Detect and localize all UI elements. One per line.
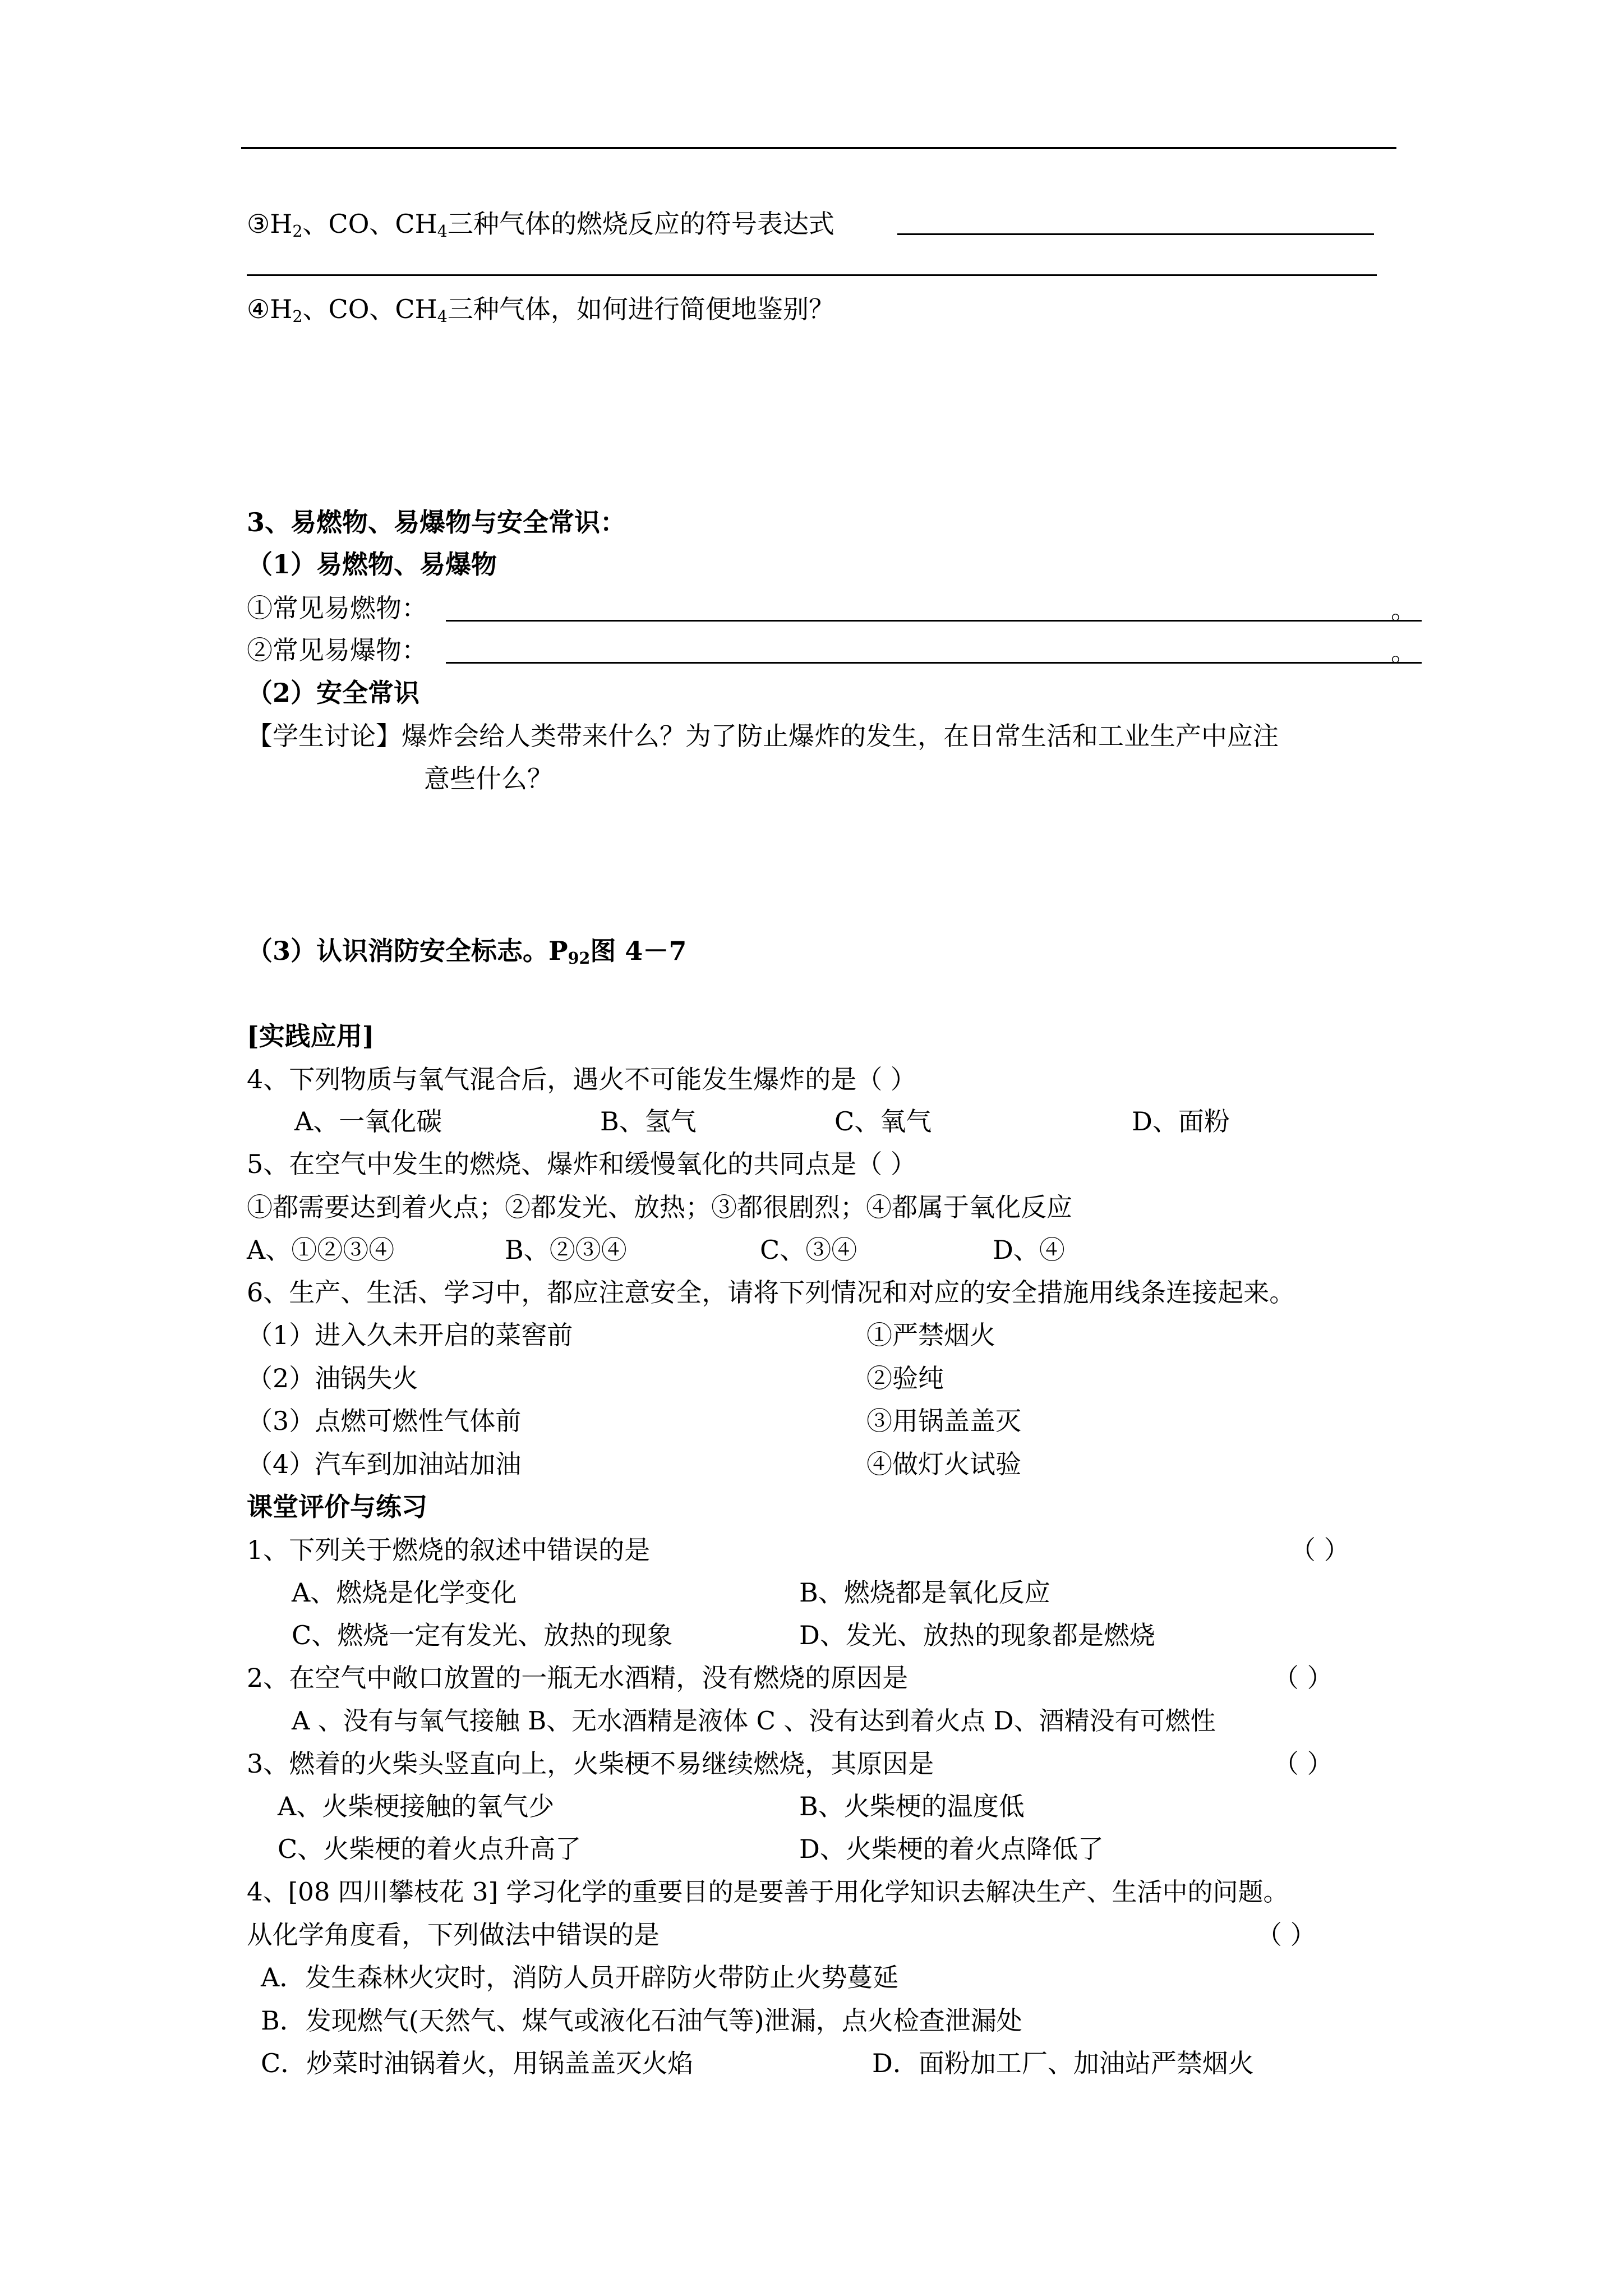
explosive-period: 。 (1391, 637, 1417, 667)
evaluation-q1-option-a: A、燃烧是化学变化 (292, 1577, 517, 1608)
practice-heading: [实践应用] (247, 1021, 375, 1051)
q6-situation: （2）油锅失火 (247, 1363, 418, 1393)
practice-q4-option-d: D、面粉 (1132, 1106, 1230, 1137)
evaluation-q1-option-d: D、发光、放热的现象都是燃烧 (799, 1620, 1155, 1650)
q6-measure: ①严禁烟火 (866, 1320, 995, 1350)
item-3-answer-blank-2[interactable] (247, 274, 1377, 276)
section-3-sub-2: （2）安全常识 (247, 678, 420, 708)
evaluation-q3-option-b: B、火柴梗的温度低 (799, 1791, 1025, 1821)
evaluation-q1: 1、下列关于燃烧的叙述中错误的是 (247, 1535, 651, 1565)
header-rule (241, 147, 1396, 149)
practice-q5-option-d: D、④ (993, 1235, 1065, 1265)
q6-situation: （3）点燃可燃性气体前 (247, 1406, 522, 1436)
evaluation-q2-options: A 、没有与氧气接触 B、无水酒精是液体 C 、没有达到着火点 D、酒精没有可燃性 (292, 1706, 1216, 1736)
evaluation-q3: 3、燃着的火柴头竖直向上，火柴梗不易继续燃烧，其原因是 (247, 1749, 934, 1779)
practice-q4: 4、下列物质与氧气混合后，遇火不可能发生爆炸的是（ ） (247, 1064, 916, 1094)
practice-q4-option-b: B、氢气 (600, 1106, 697, 1137)
practice-q6: 6、生产、生活、学习中，都应注意安全，请将下列情况和对应的安全措施用线条连接起来。 (247, 1277, 1295, 1308)
q6-measure: ②验纯 (866, 1363, 944, 1393)
evaluation-heading: 课堂评价与练习 (247, 1492, 427, 1522)
section-3-sub-1: （1）易燃物、易爆物 (247, 549, 497, 579)
item-4-question: $④H_2$、CO、$CH_4$三种气体，如何进行简便地鉴别？ (247, 294, 834, 326)
explosive-answer-blank[interactable] (446, 662, 1422, 664)
evaluation-q4-answer: （ ） (1256, 1920, 1316, 1950)
evaluation-q3-option-d: D、火柴梗的着火点降低了 (799, 1834, 1104, 1864)
evaluation-q1-answer: （ ） (1290, 1535, 1350, 1565)
item-3-answer-blank[interactable] (897, 233, 1374, 235)
flammable-label: ①常见易燃物： (247, 593, 427, 623)
evaluation-q2-answer: （ ） (1273, 1663, 1333, 1693)
evaluation-q4-option-a: A．发生森林火灾时，消防人员开辟防火带防止火势蔓延 (261, 1962, 899, 1993)
item-3-question: $③H_2$、CO、$CH_4$三种气体的燃烧反应的符号表达式 (247, 209, 834, 241)
flammable-answer-blank[interactable] (446, 620, 1422, 622)
practice-q4-option-a: A、一氧化碳 (294, 1106, 442, 1137)
q6-situation: （1）进入久未开启的菜窖前 (247, 1320, 573, 1350)
evaluation-q3-answer: （ ） (1273, 1749, 1333, 1779)
evaluation-q4-line-2: 从化学角度看，下列做法中错误的是 (247, 1920, 660, 1950)
evaluation-q4-option-d: D．面粉加工厂、加油站严禁烟火 (872, 2048, 1254, 2078)
explosive-label: ②常见易爆物： (247, 635, 427, 665)
practice-q5-option-a: A、①②③④ (247, 1235, 395, 1265)
evaluation-q3-option-c: C、火柴梗的着火点升高了 (278, 1834, 582, 1864)
q6-measure: ④做灯火试验 (866, 1449, 1021, 1479)
discussion-line-1: 【学生讨论】爆炸会给人类带来什么？为了防止爆炸的发生，在日常生活和工业生产中应注 (247, 721, 1279, 751)
flammable-period: 。 (1391, 595, 1417, 625)
evaluation-q1-option-b: B、燃烧都是氧化反应 (799, 1577, 1050, 1608)
evaluation-q3-option-a: A、火柴梗接触的氧气少 (278, 1791, 555, 1821)
evaluation-q2: 2、在空气中敞口放置的一瓶无水酒精，没有燃烧的原因是 (247, 1663, 909, 1693)
practice-q5: 5、在空气中发生的燃烧、爆炸和缓慢氧化的共同点是（ ） (247, 1149, 916, 1179)
practice-q5-option-c: C、③④ (760, 1235, 857, 1265)
section-3-title: 3、易燃物、易爆物与安全常识： (247, 507, 626, 537)
q6-situation: （4）汽车到加油站加油 (247, 1449, 522, 1479)
discussion-line-2: 意些什么？ (424, 763, 553, 794)
evaluation-q4-option-c: C．炒菜时油锅着火，用锅盖盖灭火焰 (261, 2048, 694, 2078)
section-3-sub-3: （3）认识消防安全标志。$P_{92}$图 4－7 (247, 936, 687, 968)
evaluation-q1-option-c: C、燃烧一定有发光、放热的现象 (292, 1620, 673, 1650)
practice-q5-option-b: B、②③④ (505, 1235, 627, 1265)
evaluation-q4-option-b: B．发现燃气(天然气、煤气或液化石油气等)泄漏，点火检查泄漏处 (261, 2005, 1022, 2036)
evaluation-q4-line-1: 4、[08 四川攀枝花 3] 学习化学的重要目的是要善于用化学知识去解决生产、生活中的问题。 (247, 1877, 1289, 1907)
q6-measure: ③用锅盖盖灭 (866, 1406, 1021, 1436)
practice-q4-option-c: C、氧气 (834, 1106, 932, 1137)
practice-q5-statements: ①都需要达到着火点；②都发光、放热；③都很剧烈；④都属于氧化反应 (247, 1192, 1072, 1222)
